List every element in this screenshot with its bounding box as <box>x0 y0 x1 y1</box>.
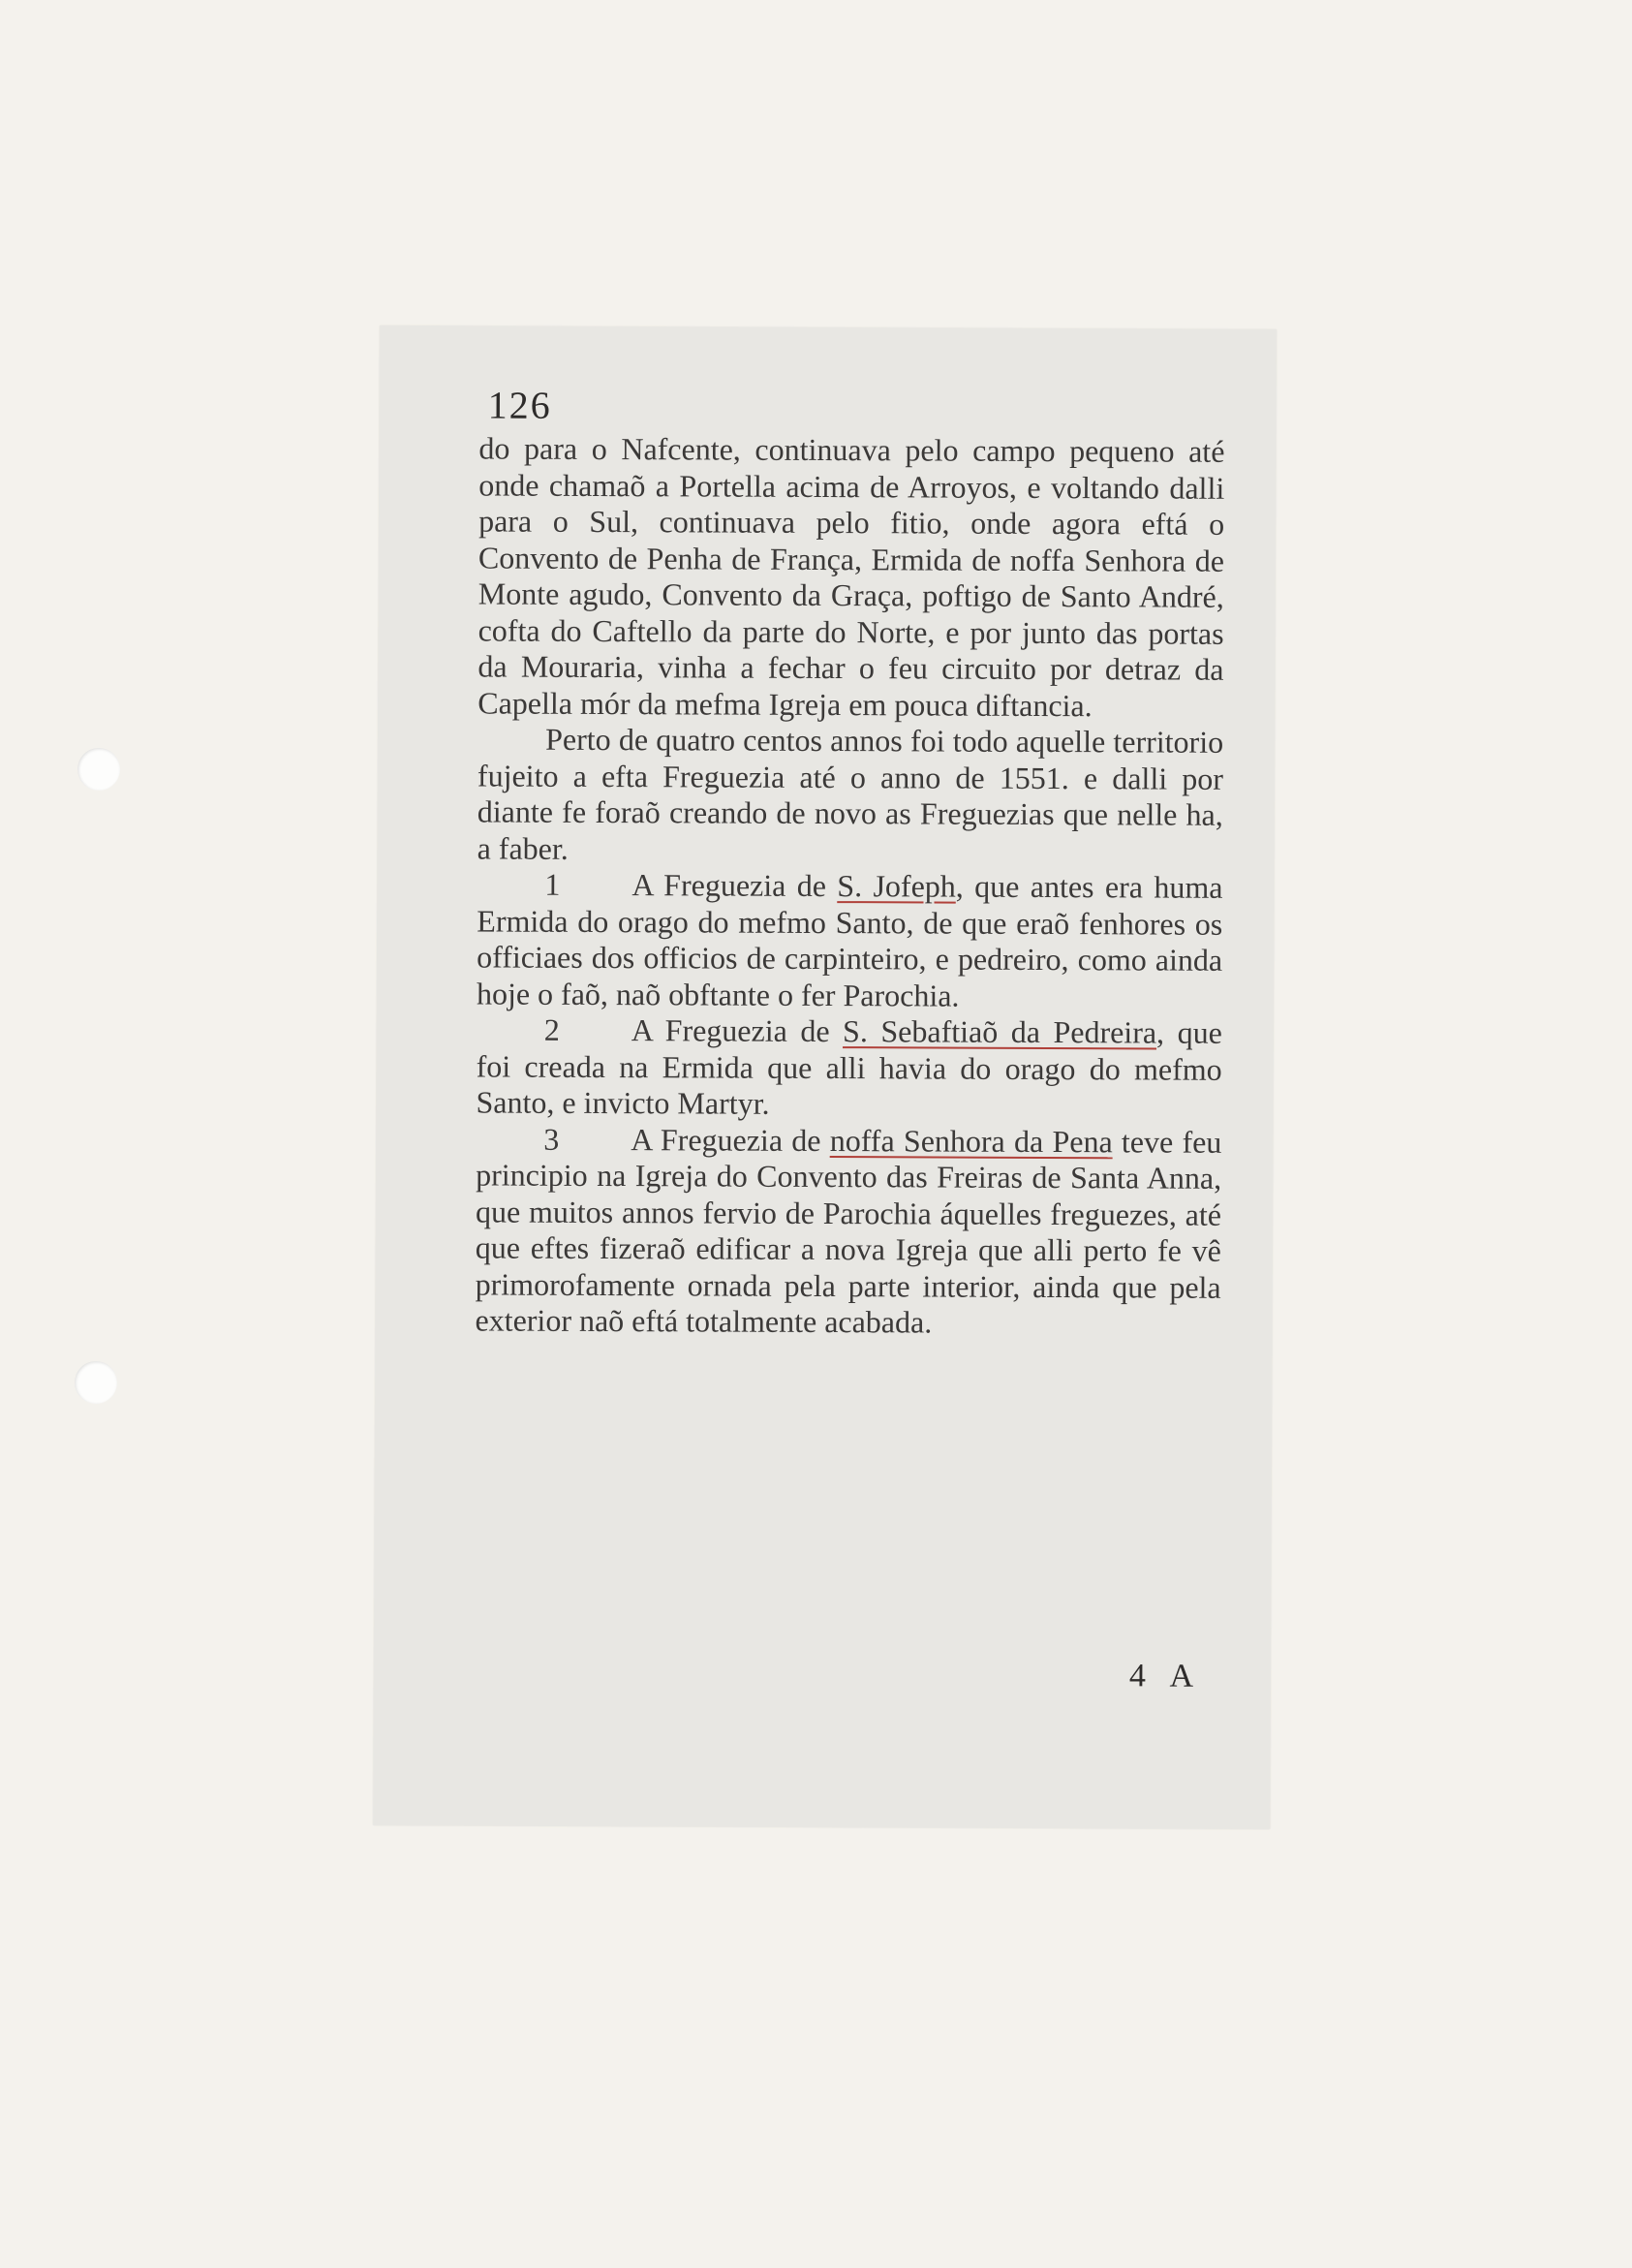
item-number: 1 <box>544 866 561 902</box>
item-text-before: A Freguezia de <box>631 1012 844 1049</box>
item-text-before: A Freguezia de <box>631 1121 830 1158</box>
item-text-before: A Freguezia de <box>631 867 838 904</box>
item-text-after: teve feu principio na Igreja do Convento das Freiras de Santa Anna, que muitos annos fervio de Parochia áquelles freguezes, até que eftes fizeraõ edificar a nova Igreja que alli perto fe vê primorofamente ornada pela parte interior, ainda que pela exterior naõ eftá totalmente acabada. <box>475 1123 1222 1340</box>
underlined-parish-name: S. Jofeph <box>837 868 956 904</box>
item-number: 2 <box>543 1011 560 1047</box>
page-number: 126 <box>487 383 552 427</box>
item-text-after: , que antes era huma Ermida do orago do mefmo Santo, de que eraõ fenhores os officiaes dos officios de carpinteiro, e pedreiro, como ainda hoje o faõ, naõ obftante o fer Parochia. <box>476 868 1223 1013</box>
punch-hole-lower <box>75 1361 117 1404</box>
item-number: 3 <box>543 1121 560 1157</box>
list-item-parish-2 <box>476 1011 1221 1124</box>
item-text-after: , que foi creada na Ermida que alli havia do orago do mefmo Santo, e invicto Martyr. <box>476 1014 1222 1121</box>
underlined-parish-name: S. Sebaftiaõ da Pedreira <box>843 1013 1157 1050</box>
page-text <box>475 430 1224 1342</box>
book-page <box>373 326 1277 1829</box>
list-item-parish-3 <box>475 1121 1221 1342</box>
paragraph-boundary-description: do para o Nafcente, continuava pelo campo pequeno até onde chamaõ a Portella acima de Arroyos, e voltando dalli para o Sul, continuava pelo fitio, onde agora eftá o Convento de Penha de França, Ermida de noffa Senhora de Monte agudo, Convento da Graça, poftigo de Santo André, cofta do Caftello da parte do Norte, e por junto das portas da Mouraria, vinha a fechar o feu circuito por detraz da Capella mór da mefma Igreja em pouca diftancia. <box>477 430 1225 723</box>
catchword: 4 A <box>1128 1658 1194 1694</box>
underlined-parish-name: noffa Senhora da Pena <box>829 1122 1113 1159</box>
paragraph-territory: Perto de quatro centos annos foi todo aquelle territorio fujeito a efta Freguezia até o anno de 1551. e dalli por diante fe foraõ creando de novo as Freguezias que nelle ha, a faber. <box>477 721 1224 866</box>
list-item-parish-1 <box>477 866 1223 1014</box>
punch-hole-upper <box>77 748 120 791</box>
